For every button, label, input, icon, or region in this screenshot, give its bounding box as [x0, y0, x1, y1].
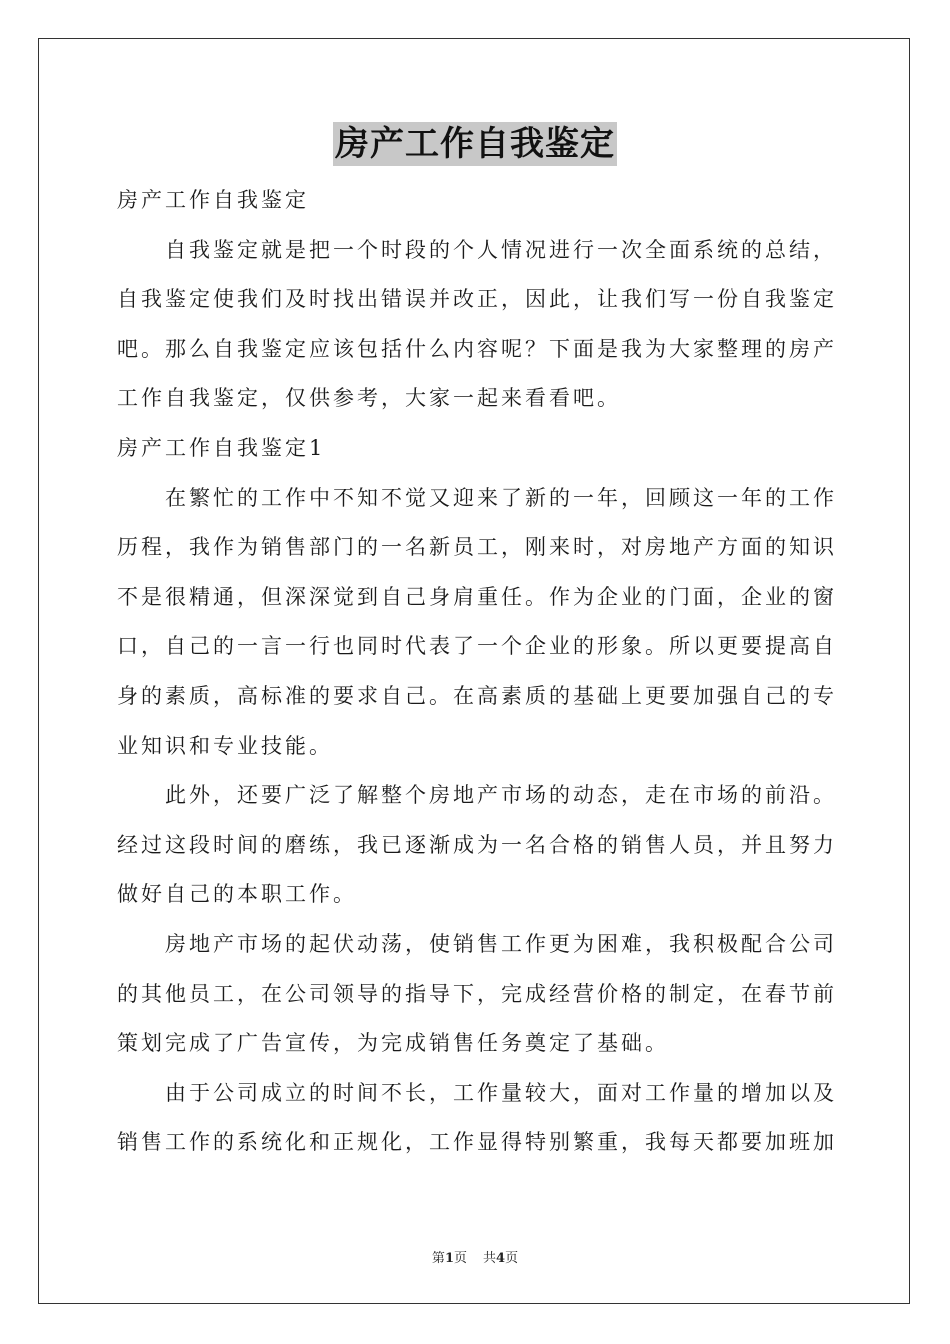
text-line: 策划完成了广告宣传，为完成销售任务奠定了基础。	[117, 1031, 669, 1056]
text-line: 自我鉴定使我们及时找出错误并改正，因此，让我们写一份自我鉴定	[117, 287, 837, 312]
text-line: 口，自己的一言一行也同时代表了一个企业的形象。所以更要提高自	[117, 634, 837, 659]
footer-total-pages: 4	[496, 1251, 506, 1266]
text-line: 销售工作的系统化和正规化，工作显得特别繁重，我每天都要加班加	[117, 1130, 837, 1155]
footer-total-prefix: 共	[483, 1251, 497, 1266]
text-line: 身的素质，高标准的要求自己。在高素质的基础上更要加强自己的专	[117, 683, 837, 708]
footer-page-number: 1	[444, 1251, 454, 1266]
text-line: 自我鉴定就是把一个时段的个人情况进行一次全面系统的总结，	[165, 237, 837, 262]
page-footer	[0, 1247, 950, 1266]
text-line: 房产工作自我鉴定1	[117, 435, 326, 460]
title-container	[0, 122, 950, 166]
text-line: 房地产市场的起伏动荡，使销售工作更为困难，我积极配合公司	[165, 931, 837, 956]
text-line: 业知识和专业技能。	[117, 733, 333, 758]
text-line: 吧。那么自我鉴定应该包括什么内容呢？下面是我为大家整理的房产	[117, 336, 837, 361]
text-line: 此外，还要广泛了解整个房地产市场的动态，走在市场的前沿。	[165, 783, 837, 808]
text-line: 做好自己的本职工作。	[117, 882, 357, 907]
footer-page-prefix: 第	[431, 1251, 445, 1266]
text-line: 的其他员工，在公司领导的指导下，完成经营价格的制定，在春节前	[117, 981, 837, 1006]
text-line: 在繁忙的工作中不知不觉又迎来了新的一年，回顾这一年的工作	[165, 485, 837, 510]
footer-total-suffix: 页	[505, 1251, 519, 1266]
document-body	[117, 176, 837, 1168]
text-line: 由于公司成立的时间不长，工作量较大，面对工作量的增加以及	[165, 1080, 837, 1105]
text-line: 历程，我作为销售部门的一名新员工，刚来时，对房地产方面的知识	[117, 535, 837, 560]
text-line: 经过这段时间的磨练，我已逐渐成为一名合格的销售人员，并且努力	[117, 832, 837, 857]
text-line: 工作自我鉴定，仅供参考，大家一起来看看吧。	[117, 386, 621, 411]
document-title: 房产工作自我鉴定	[335, 124, 615, 164]
text-line: 不是很精通，但深深觉到自己身肩重任。作为企业的门面，企业的窗	[117, 584, 837, 609]
text-line: 房产工作自我鉴定	[117, 188, 309, 212]
footer-page-suffix: 页	[453, 1251, 467, 1266]
